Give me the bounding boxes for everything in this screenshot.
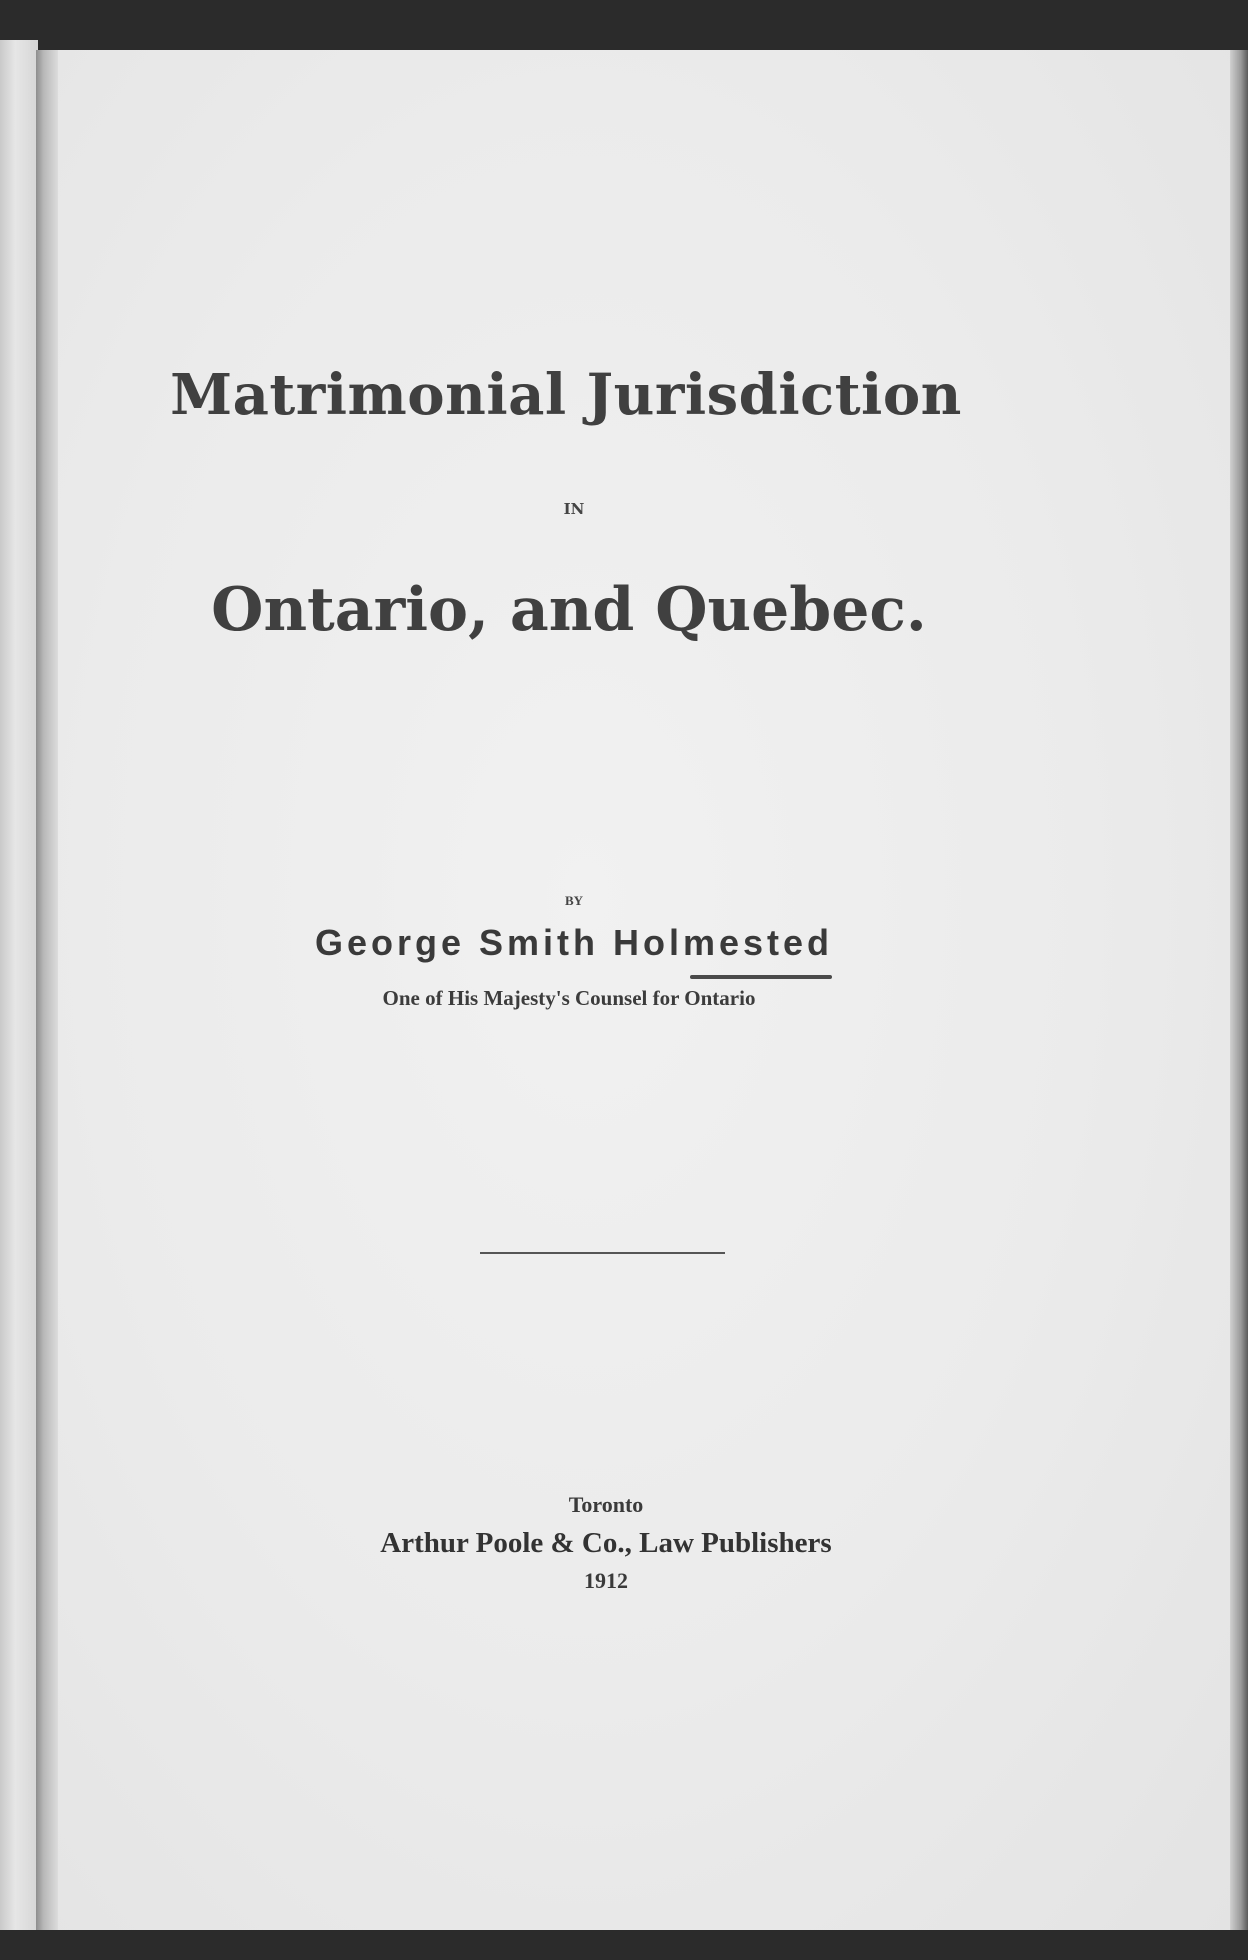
handwritten-underline-mark [690, 975, 832, 979]
author-affiliation: One of His Majesty's Counsel for Ontario [382, 986, 756, 1010]
right-page-edge [1230, 50, 1248, 1930]
left-margin-strip [0, 40, 38, 1930]
book-title-line-1: Matrimonial Jurisdiction [170, 362, 962, 428]
book-title-line-2: Ontario, and Quebec. [211, 575, 927, 645]
imprint-city: Toronto [568, 1492, 644, 1517]
imprint-publisher: Arthur Poole & Co., Law Publishers [380, 1527, 832, 1559]
divider-rule [480, 1252, 725, 1254]
author-name: George Smith Holmested [314, 922, 834, 963]
by-label: BY [564, 893, 584, 908]
title-connector: IN [563, 500, 585, 518]
imprint-year: 1912 [584, 1568, 628, 1593]
